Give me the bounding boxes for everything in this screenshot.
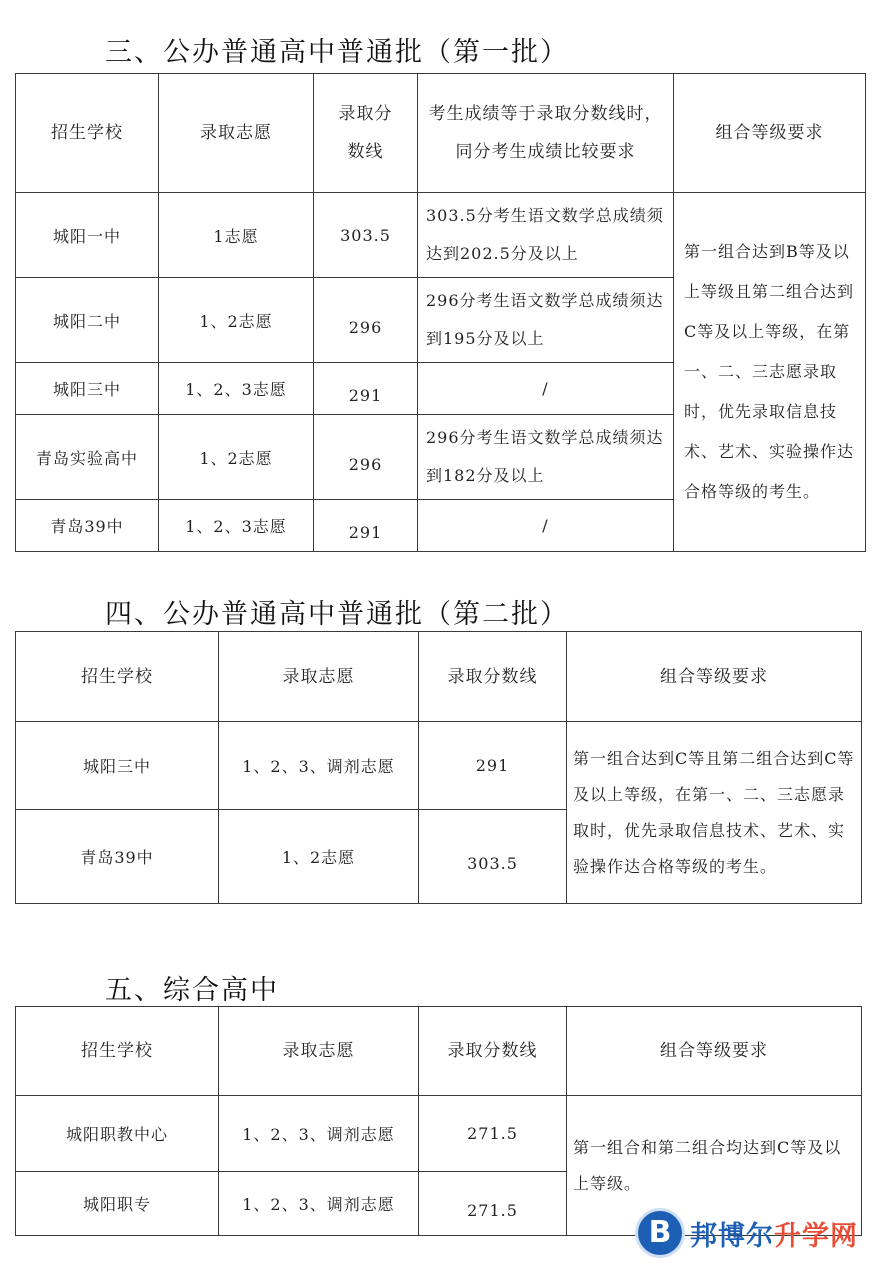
header-choice: 录取志愿 xyxy=(219,1007,419,1096)
section-4-title: 四、公办普通高中普通批（第二批） xyxy=(105,599,569,630)
school-cell: 城阳一中 xyxy=(16,193,159,278)
choice-cell: 1志愿 xyxy=(159,193,314,278)
header-school: 招生学校 xyxy=(16,1007,219,1096)
score-cell: 271.5 xyxy=(419,1096,567,1172)
header-score: 录取分数线 xyxy=(419,1007,567,1096)
score-cell: 303.5 xyxy=(314,193,418,278)
score-cell: 271.5 xyxy=(419,1172,567,1236)
header-requirement: 组合等级要求 xyxy=(567,632,862,722)
header-choice: 录取志愿 xyxy=(159,74,314,193)
header-requirement: 组合等级要求 xyxy=(567,1007,862,1096)
watermark-logo xyxy=(638,1205,886,1261)
school-cell: 青岛39中 xyxy=(16,810,219,904)
school-cell: 城阳三中 xyxy=(16,363,159,415)
score-cell: 303.5 xyxy=(419,810,567,904)
choice-cell: 1、2、3、调剂志愿 xyxy=(219,1096,419,1172)
table-row xyxy=(16,722,862,810)
choice-cell: 1、2志愿 xyxy=(219,810,419,904)
section-4-table xyxy=(15,631,862,904)
score-cell: 291 xyxy=(314,500,418,552)
choice-cell: 1、2、3志愿 xyxy=(159,500,314,552)
school-cell: 青岛实验高中 xyxy=(16,415,159,500)
choice-cell: 1、2、3、调剂志愿 xyxy=(219,722,419,810)
header-school: 招生学校 xyxy=(16,74,159,193)
choice-cell: 1、2志愿 xyxy=(159,278,314,363)
compare-cell: / xyxy=(418,500,674,552)
school-cell: 城阳二中 xyxy=(16,278,159,363)
school-cell: 青岛39中 xyxy=(16,500,159,552)
school-cell: 城阳职专 xyxy=(16,1172,219,1236)
brand-accent: 升学网 xyxy=(774,1220,858,1252)
compare-cell: 296分考生语文数学总成绩须达到195分及以上 xyxy=(418,278,674,363)
header-school: 招生学校 xyxy=(16,632,219,722)
table-row xyxy=(16,193,866,278)
section-5-title: 五、综合高中 xyxy=(105,975,279,1006)
school-cell: 城阳职教中心 xyxy=(16,1096,219,1172)
requirement-cell: 第一组合和第二组合均达到C等及以上等级。 xyxy=(567,1096,862,1236)
header-compare: 考生成绩等于录取分数线时，同分考生成绩比较要求 xyxy=(418,74,674,193)
brand-main: 邦博尔 xyxy=(690,1220,774,1252)
table-header-row xyxy=(16,1007,862,1096)
score-cell: 291 xyxy=(314,363,418,415)
table-row xyxy=(16,1096,862,1172)
school-cell: 城阳三中 xyxy=(16,722,219,810)
b-circle-icon: B xyxy=(638,1211,682,1255)
section-3-table xyxy=(15,73,866,552)
score-cell: 296 xyxy=(314,278,418,363)
header-choice: 录取志愿 xyxy=(219,632,419,722)
requirement-cell: 第一组合达到B等及以上等级且第二组合达到C等及以上等级，在第一、二、三志愿录取时，优先录取信息技术、艺术、实验操作达合格等级的考生。 xyxy=(674,193,866,552)
score-cell: 291 xyxy=(419,722,567,810)
choice-cell: 1、2志愿 xyxy=(159,415,314,500)
brand-name xyxy=(690,1214,858,1253)
compare-cell: 303.5分考生语文数学总成绩须达到202.5分及以上 xyxy=(418,193,674,278)
table-header-row xyxy=(16,632,862,722)
header-score: 录取分数线 xyxy=(314,74,418,193)
header-requirement: 组合等级要求 xyxy=(674,74,866,193)
requirement-cell: 第一组合达到C等且第二组合达到C等及以上等级，在第一、二、三志愿录取时，优先录取信息技术、艺术、实验操作达合格等级的考生。 xyxy=(567,722,862,904)
compare-cell: / xyxy=(418,363,674,415)
table-header-row xyxy=(16,74,866,193)
compare-cell: 296分考生语文数学总成绩须达到182分及以上 xyxy=(418,415,674,500)
score-cell: 296 xyxy=(314,415,418,500)
section-5-table xyxy=(15,1006,862,1236)
header-score: 录取分数线 xyxy=(419,632,567,722)
choice-cell: 1、2、3、调剂志愿 xyxy=(219,1172,419,1236)
section-3-title: 三、公办普通高中普通批（第一批） xyxy=(105,37,569,68)
choice-cell: 1、2、3志愿 xyxy=(159,363,314,415)
